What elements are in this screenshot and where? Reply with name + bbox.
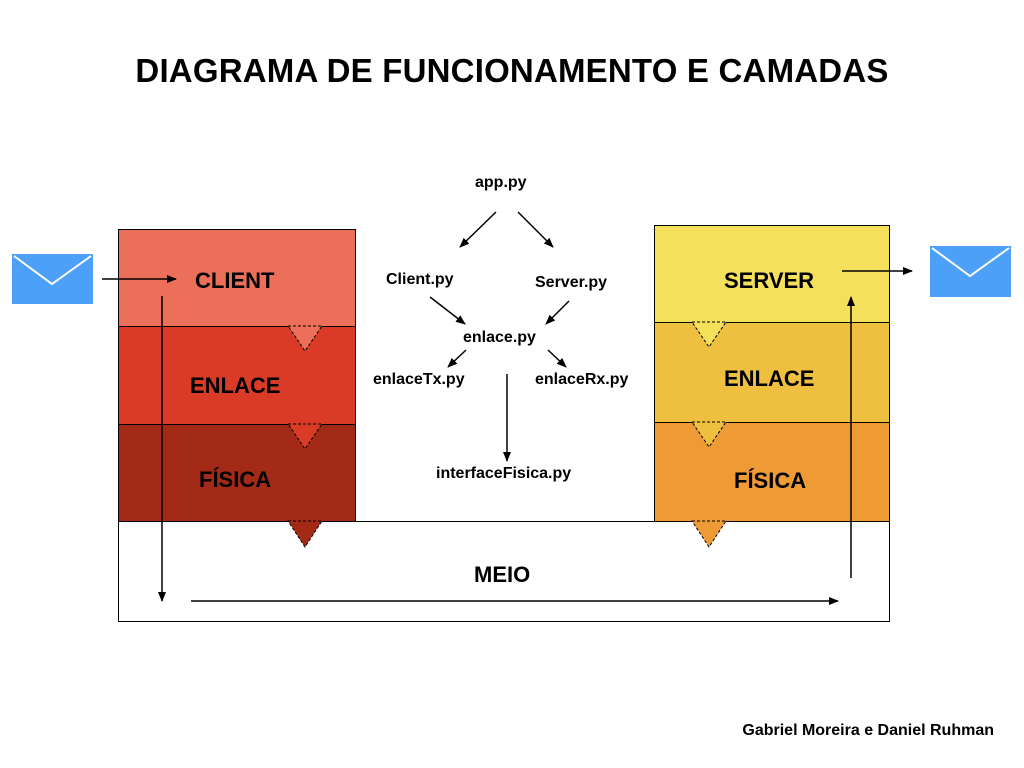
server-connector-1 [692, 322, 726, 347]
client-layer-app-label: CLIENT [195, 268, 275, 293]
envelope-icon [930, 246, 1011, 297]
arrow-enlace-to-tx [448, 350, 466, 367]
server-connector-2 [692, 422, 726, 447]
server-layer-app-label: SERVER [724, 268, 815, 293]
client-connector-3 [288, 521, 322, 547]
client-layer-enlace-label: ENLACE [190, 373, 281, 398]
server-layer-fisica-label: FÍSICA [734, 468, 807, 493]
arrow-app-to-server [518, 212, 553, 247]
arrow-app-to-client [460, 212, 496, 247]
medium-label: MEIO [474, 562, 531, 587]
file-server: Server.py [535, 274, 608, 291]
file-app: app.py [475, 174, 527, 191]
arrow-client-to-enlace [430, 297, 465, 324]
envelope-icon [12, 254, 93, 304]
arrow-server-to-enlace [546, 301, 569, 324]
server-layer-enlace-label: ENLACE [724, 366, 815, 391]
file-enlace-rx: enlaceRx.py [535, 371, 629, 388]
client-connector-1 [288, 326, 322, 351]
client-layer-fisica-label: FÍSICA [199, 467, 272, 492]
file-enlace: enlace.py [463, 329, 536, 346]
client-connector-2 [288, 424, 322, 449]
server-connector-3 [692, 521, 726, 547]
credits: Gabriel Moreira e Daniel Ruhman [742, 722, 994, 739]
file-enlace-tx: enlaceTx.py [373, 371, 465, 388]
arrow-enlace-to-rx [548, 350, 566, 367]
page-title: DIAGRAMA DE FUNCIONAMENTO E CAMADAS [135, 52, 889, 89]
file-client: Client.py [386, 271, 454, 288]
file-interface-fisica: interfaceFisica.py [436, 465, 572, 482]
